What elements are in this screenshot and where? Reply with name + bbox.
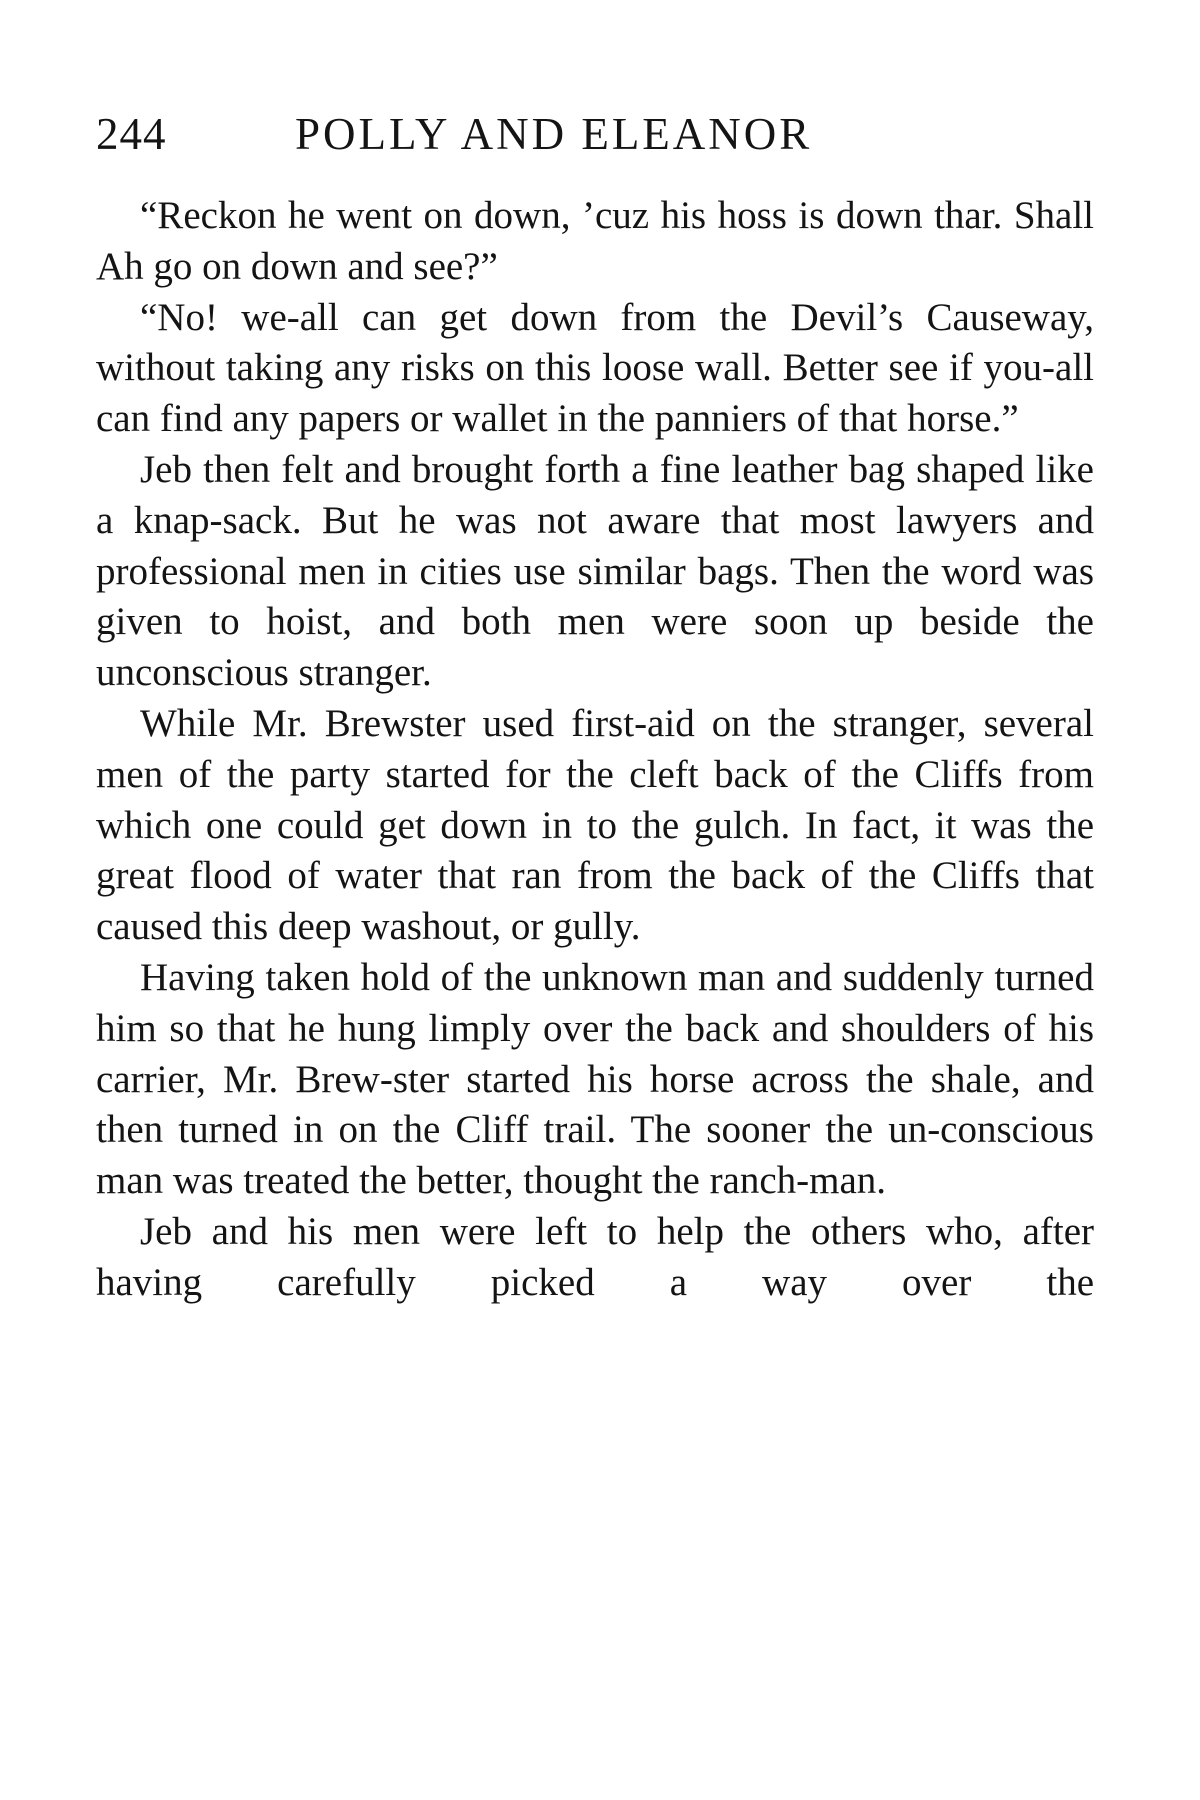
body-text [96,191,1094,1309]
paragraph-continued: Jeb and his men were left to help the others who, after having carefully picked a way over the [96,1209,1094,1304]
paragraph: While Mr. Brewster used first-aid on the stranger, several men of the party started for the cleft back of the Cliffs from which one could get down in to the gulch. In fact, it was the great flood of water that ran from the back of the Cliffs that caused this deep washout, or gully. [96,701,1094,949]
running-title: POLLY AND ELEANOR [295,109,813,159]
page-number: 244 [96,109,167,159]
paragraph: Jeb then felt and brought forth a fine leather bag shaped like a knap-sack. But he was not aware that most lawyers and professional men in cities use similar bags. Then the word was given to hoist, and both men were soon up beside the unconscious stranger. [96,447,1094,695]
paragraph: “Reckon he went on down, ’cuz his hoss is down thar. Shall Ah go on down and see?” [96,194,1094,288]
paragraph: Having taken hold of the unknown man and suddenly turned him so that he hung limply over the back and shoulders of his carrier, Mr. Brew-ster started his horse across the shale, and then turned in on the Cliff trail. The sooner the un-conscious man was treated the better, thought the ranch-man. [96,955,1094,1203]
running-head [96,104,1096,164]
paragraph: “No! we-all can get down from the Devil’s Causeway, without taking any risks on this loose wall. Better see if you-all can find any papers or wallet in the panniers of that horse.” [96,295,1094,441]
